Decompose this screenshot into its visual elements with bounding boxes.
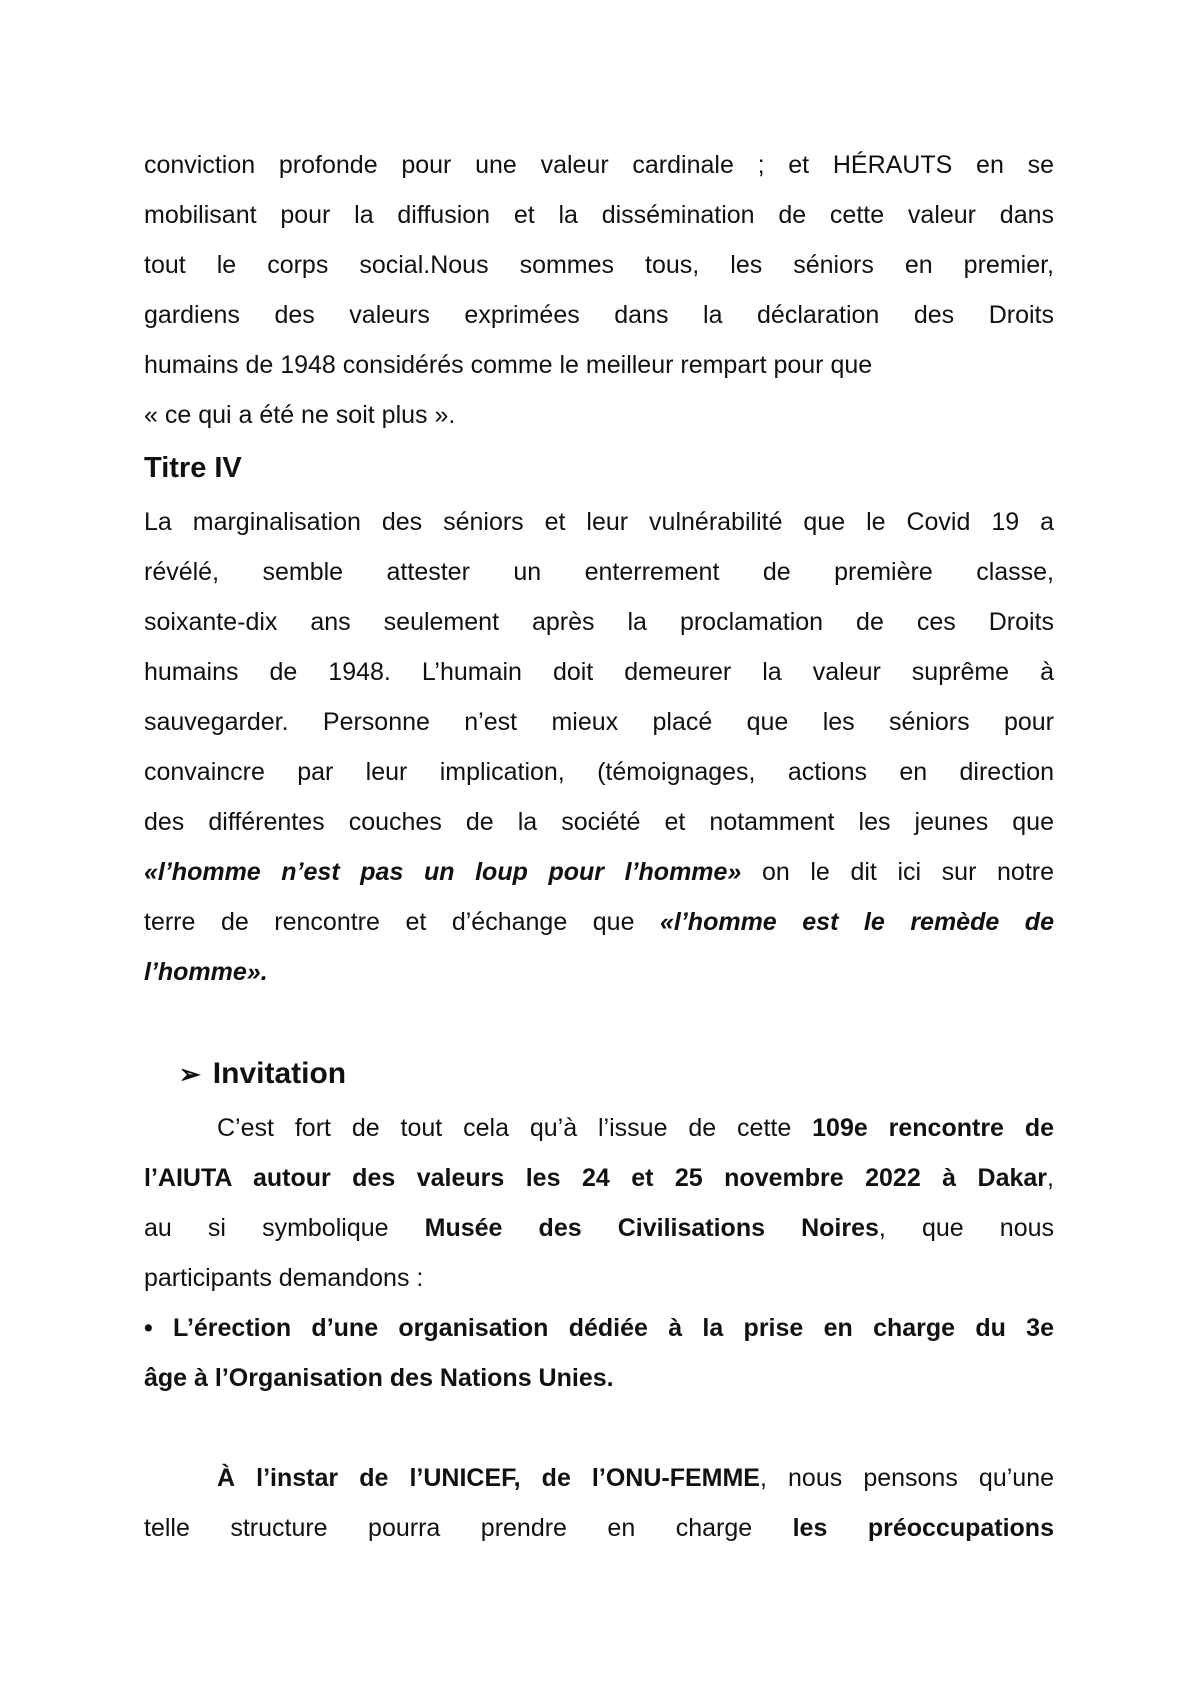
text-line — [144, 190, 1054, 240]
text-segment: mobilisant pour la diffusion et la dissémination de cette valeur dans — [144, 201, 1054, 229]
text-segment: révélé, semble attester un enterrement de première classe, — [144, 558, 1054, 586]
text-segment: tout le corps social.Nous sommes tous, les séniors en premier, — [144, 251, 1054, 279]
text-segment: convaincre par leur implication, (témoignages, actions en direction — [144, 758, 1054, 786]
text-segment: , que nous — [878, 1214, 1055, 1242]
text-segment: La marginalisation des séniors et leur vulnérabilité que le Covid 19 a — [144, 508, 1054, 536]
text-segment: terre de rencontre et d’échange que — [144, 908, 661, 936]
paragraph — [144, 1103, 1054, 1403]
text-segment: soixante-dix ans seulement après la proclamation de ces Droits — [144, 608, 1054, 636]
text-segment: on le dit ici sur notre — [741, 858, 1054, 886]
text-line — [144, 697, 1054, 747]
text-line — [144, 847, 1054, 897]
text-segment: telle structure pourra prendre en charge — [144, 1514, 793, 1542]
text-segment: « ce qui a été ne soit plus ». — [144, 401, 456, 429]
text-line — [144, 647, 1054, 697]
text-line — [144, 290, 1054, 340]
emphasized-text: âge à l’Organisation des Nations Unies. — [144, 1364, 614, 1392]
text-line — [144, 547, 1054, 597]
text-line — [144, 390, 1054, 440]
text-line — [144, 597, 1054, 647]
emphasized-text: «l’homme n’est pas un loup pour l’homme» — [144, 858, 742, 886]
text-line — [144, 1103, 1054, 1153]
text-segment: humains de 1948. L’humain doit demeurer la valeur suprême à — [144, 658, 1054, 686]
emphasized-text: • L’érection d’une organisation dédiée à la prise en charge du 3e — [144, 1314, 1054, 1342]
text-line — [144, 1353, 1054, 1403]
emphasized-text: les préoccupations — [792, 1514, 1054, 1542]
text-line — [144, 747, 1054, 797]
text-line — [144, 1253, 1054, 1303]
text-segment: C’est fort de tout cela qu’à l’issue de cette — [217, 1114, 813, 1142]
emphasized-text: 109e rencontre de — [812, 1114, 1055, 1142]
text-line — [144, 797, 1054, 847]
text-segment: , nous pensons qu’une — [759, 1464, 1054, 1492]
text-line — [144, 240, 1054, 290]
text-line — [144, 947, 1054, 997]
text-segment: gardiens des valeurs exprimées dans la déclaration des Droits — [144, 301, 1054, 329]
section-title — [144, 443, 1054, 493]
section-heading-invitation — [179, 1049, 346, 1099]
text-line — [144, 1503, 1054, 1553]
emphasized-text: À l’instar de l’UNICEF, de l’ONU-FEMME — [217, 1464, 760, 1492]
text-segment: des différentes couches de la société et notamment les jeunes que — [144, 808, 1054, 836]
paragraph — [144, 140, 1054, 440]
text-segment: sauvegarder. Personne n’est mieux placé que les séniors pour — [144, 708, 1054, 736]
emphasized-text: «l’homme est le remède de — [660, 908, 1054, 936]
arrow-bullet-icon: ➢ — [179, 1059, 201, 1089]
text-segment: participants demandons : — [144, 1264, 424, 1292]
text-line — [144, 1153, 1054, 1203]
heading-label: Invitation — [212, 1057, 347, 1090]
text-segment: , — [1047, 1164, 1054, 1192]
emphasized-text: l’homme». — [144, 958, 268, 986]
text-segment: au si symbolique — [144, 1214, 425, 1242]
text-line — [144, 1203, 1054, 1253]
emphasized-text: Musée des Civilisations Noires — [424, 1214, 879, 1242]
text-line — [144, 497, 1054, 547]
paragraph — [144, 1453, 1054, 1553]
text-line — [144, 140, 1054, 190]
text-segment: conviction profonde pour une valeur cardinale ; et HÉRAUTS en se — [144, 151, 1054, 179]
text-line — [144, 340, 1054, 390]
title-text: Titre IV — [144, 452, 242, 484]
text-segment: humains de 1948 considérés comme le meilleur rempart pour que — [144, 351, 873, 379]
text-line — [144, 1453, 1054, 1503]
text-line — [144, 897, 1054, 947]
text-line — [144, 1303, 1054, 1353]
emphasized-text: l’AIUTA autour des valeurs les 24 et 25 novembre 2022 à Dakar — [144, 1164, 1048, 1192]
paragraph — [144, 497, 1054, 997]
